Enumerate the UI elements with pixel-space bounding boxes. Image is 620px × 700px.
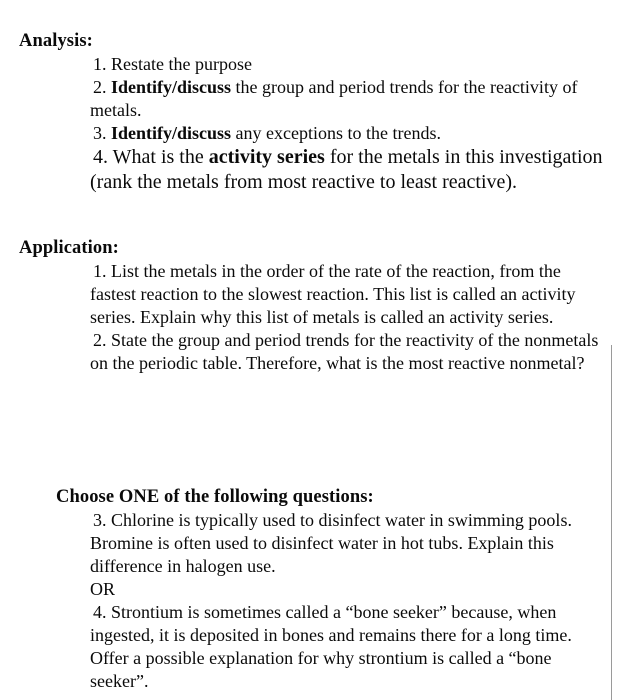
analysis-item-4-number: 4. bbox=[93, 146, 108, 168]
analysis-item-4-text-after: for the metals in this investigation (rank the metals from most reactive to least reactive). bbox=[90, 146, 603, 193]
choose-one-item-3 bbox=[90, 509, 620, 578]
analysis-item-3 bbox=[90, 122, 620, 145]
analysis-heading: Analysis: bbox=[19, 31, 93, 51]
choose-one-section bbox=[0, 486, 620, 693]
choose-one-item-list-after bbox=[0, 601, 620, 693]
analysis-item-4-text-before: What is the bbox=[108, 146, 209, 168]
choose-one-item-4-text: Strontium is sometimes called a “bone seeker” because, when ingested, it is deposited in bones and remains there for a long time. Offer a possible explanation for why strontium is called a “bone seeker”. bbox=[90, 602, 572, 691]
choose-one-item-3-number: 3. bbox=[93, 510, 107, 530]
application-item-2-number: 2. bbox=[93, 330, 107, 350]
choose-one-item-4 bbox=[90, 601, 620, 693]
application-section bbox=[0, 237, 620, 375]
application-item-2-text: State the group and period trends for the reactivity of the nonmetals on the periodic table. Therefore, what is the most reactive nonmetal? bbox=[90, 330, 599, 373]
choose-one-item-list bbox=[0, 509, 620, 578]
choose-one-heading: Choose ONE of the following questions: bbox=[56, 487, 374, 507]
application-item-list bbox=[0, 260, 620, 375]
analysis-section bbox=[0, 30, 620, 194]
analysis-item-2-emphasis: Identify/discuss bbox=[106, 77, 232, 97]
analysis-item-4 bbox=[90, 145, 620, 194]
choose-one-item-4-number: 4. bbox=[93, 602, 107, 622]
application-item-1-text: List the metals in the order of the rate of the reaction, from the fastest reaction to the slowest reaction. This list is called an activity series. Explain why this list of metals is called an activity series. bbox=[90, 261, 576, 327]
analysis-item-2-number: 2. bbox=[93, 77, 107, 97]
application-item-1 bbox=[90, 260, 620, 329]
application-item-1-number: 1. bbox=[93, 261, 107, 281]
analysis-item-1 bbox=[90, 53, 620, 76]
application-heading: Application: bbox=[19, 238, 119, 258]
analysis-item-1-number: 1. bbox=[93, 54, 107, 74]
analysis-item-3-text: any exceptions to the trends. bbox=[231, 123, 441, 143]
analysis-item-4-emphasis: activity series bbox=[208, 146, 325, 168]
analysis-item-3-number: 3. bbox=[93, 123, 107, 143]
choose-one-item-3-text: Chlorine is typically used to disinfect water in swimming pools. Bromine is often used to disinfect water in hot tubs. Explain this difference in halogen use. bbox=[90, 510, 572, 576]
analysis-item-2-text: the group and period trends for the reactivity of metals. bbox=[90, 77, 578, 120]
analysis-item-list bbox=[0, 53, 620, 194]
analysis-item-2 bbox=[90, 76, 620, 122]
choose-one-separator: OR bbox=[90, 579, 116, 599]
application-item-2 bbox=[90, 329, 620, 375]
analysis-item-1-text: Restate the purpose bbox=[106, 54, 252, 74]
analysis-item-3-emphasis: Identify/discuss bbox=[106, 123, 232, 143]
